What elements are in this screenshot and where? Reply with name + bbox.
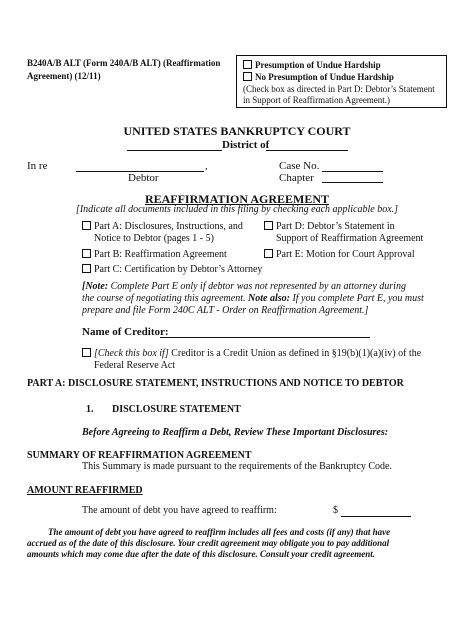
amount-paragraph-3: amounts which may come due after the date of this disclosure. Consult your credit agreement. [27, 549, 376, 559]
in-re-comma: , [205, 160, 208, 172]
checkbox-item-part-c[interactable] [82, 264, 262, 275]
checkbox-part-c[interactable] [82, 264, 91, 273]
chapter-label: Chapter [279, 172, 314, 184]
part-d-label-2: Support of Reaffirmation Agreement [276, 233, 424, 244]
presumption-note-2: in Support of Reaffirmation Agreement.) [243, 95, 391, 105]
part-b-label: Part B: Reaffirmation Agreement [94, 249, 227, 260]
checkbox-part-b[interactable] [82, 249, 91, 258]
amount-paragraph-1: The amount of debt you have agreed to reaffirm includes all fees and costs (if any) that have [48, 527, 391, 537]
no-presumption-label: No Presumption of Undue Hardship [255, 72, 394, 82]
part-e-label: Part E: Motion for Court Approval [276, 249, 415, 260]
summary-title: SUMMARY OF REAFFIRMATION AGREEMENT [27, 450, 252, 461]
checkbox-part-e[interactable] [264, 249, 273, 258]
part-a-heading: PART A: DISCLOSURE STATEMENT, INSTRUCTIONS AND NOTICE TO DEBTOR [27, 378, 404, 389]
part-a-label: Part A: Disclosures, Instructions, and [94, 221, 243, 232]
case-no-line[interactable] [322, 171, 383, 172]
credit-union-text-2: Federal Reserve Act [94, 360, 176, 371]
creditor-label: Name of Creditor: [82, 326, 169, 338]
district-line-right[interactable] [266, 150, 348, 151]
checkbox-part-d[interactable] [264, 221, 273, 230]
presumption-label: Presumption of Undue Hardship [255, 60, 381, 70]
chapter-line[interactable] [322, 182, 383, 183]
checkbox-part-a[interactable] [82, 221, 91, 230]
before-agreeing-text: Before Agreeing to Reaffirm a Debt, Review These Important Disclosures: [82, 427, 389, 438]
checkbox-item-part-d[interactable] [264, 221, 395, 232]
section-number: 1. [86, 404, 94, 415]
court-title: UNITED STATES BANKRUPTCY COURT [123, 124, 351, 138]
amount-label: The amount of debt you have agreed to reaffirm: [82, 505, 277, 516]
checkbox-no-presumption[interactable] [243, 72, 252, 81]
form-date: Agreement) (12/11) [27, 71, 101, 81]
credit-union-check-text: [Check this box if] [94, 348, 169, 359]
creditor-name-line[interactable] [160, 337, 370, 338]
amount-paragraph-2: accrued as of the date of this disclosure. Your credit agreement may obligate you to pay additional [27, 538, 390, 548]
note-text-1: Complete Part E only if debtor was not represented by an attorney during [110, 281, 406, 292]
part-c-label: Part C: Certification by Debtor’s Attorney [94, 264, 263, 275]
case-no-label: Case No. [279, 160, 320, 172]
section-title: DISCLOSURE STATEMENT [112, 404, 241, 415]
presumption-note-1: (Check box as directed in Part D: Debtor’s Statement [243, 84, 435, 94]
note-also-label: Note also: [248, 293, 290, 304]
checkbox-item-part-b[interactable] [82, 249, 227, 260]
agreement-title: REAFFIRMATION AGREEMENT [144, 192, 330, 206]
presumption-option[interactable] [243, 60, 381, 70]
part-a-label-2: Notice to Debtor (pages 1 - 5) [94, 233, 214, 244]
credit-union-item[interactable] [82, 348, 421, 359]
checkbox-item-part-e[interactable] [264, 249, 415, 260]
no-presumption-option[interactable] [243, 72, 394, 82]
note-line-2 [82, 293, 424, 304]
checkbox-item-part-a[interactable] [82, 221, 243, 232]
in-re-label: In re [27, 160, 48, 172]
district-line-left[interactable] [127, 150, 222, 151]
amount-title: AMOUNT REAFFIRMED [27, 485, 143, 496]
checkbox-credit-union[interactable] [82, 348, 91, 357]
credit-union-text: Creditor is a Credit Union as defined in §19(b)(1)(a)(iv) of the [171, 348, 422, 359]
amount-line[interactable] [341, 516, 411, 517]
form-number: B240A/B ALT (Form 240A/B ALT) (Reaffirmation [27, 58, 221, 68]
checkbox-presumption[interactable] [243, 60, 252, 69]
debtor-label: Debtor [128, 172, 159, 184]
dollar-sign: $ [333, 505, 338, 516]
note-line-3: prepare and file Form 240C ALT - Order on Reaffirmation Agreement.] [82, 305, 369, 316]
part-d-label: Part D: Debtor’s Statement in [276, 221, 395, 232]
note-label: [Note: [82, 281, 109, 292]
presumption-box [236, 55, 447, 108]
note-text-2: the course of negotiating this agreement. [82, 293, 246, 304]
district-label: District of [222, 139, 270, 151]
agreement-instruction: [Indicate all documents included in this filing by checking each applicable box.] [75, 204, 399, 215]
note-text-3: If you complete Part E, you must [292, 293, 424, 304]
note-line-1 [82, 281, 406, 292]
summary-text: This Summary is made pursuant to the requirements of the Bankruptcy Code. [82, 461, 392, 472]
